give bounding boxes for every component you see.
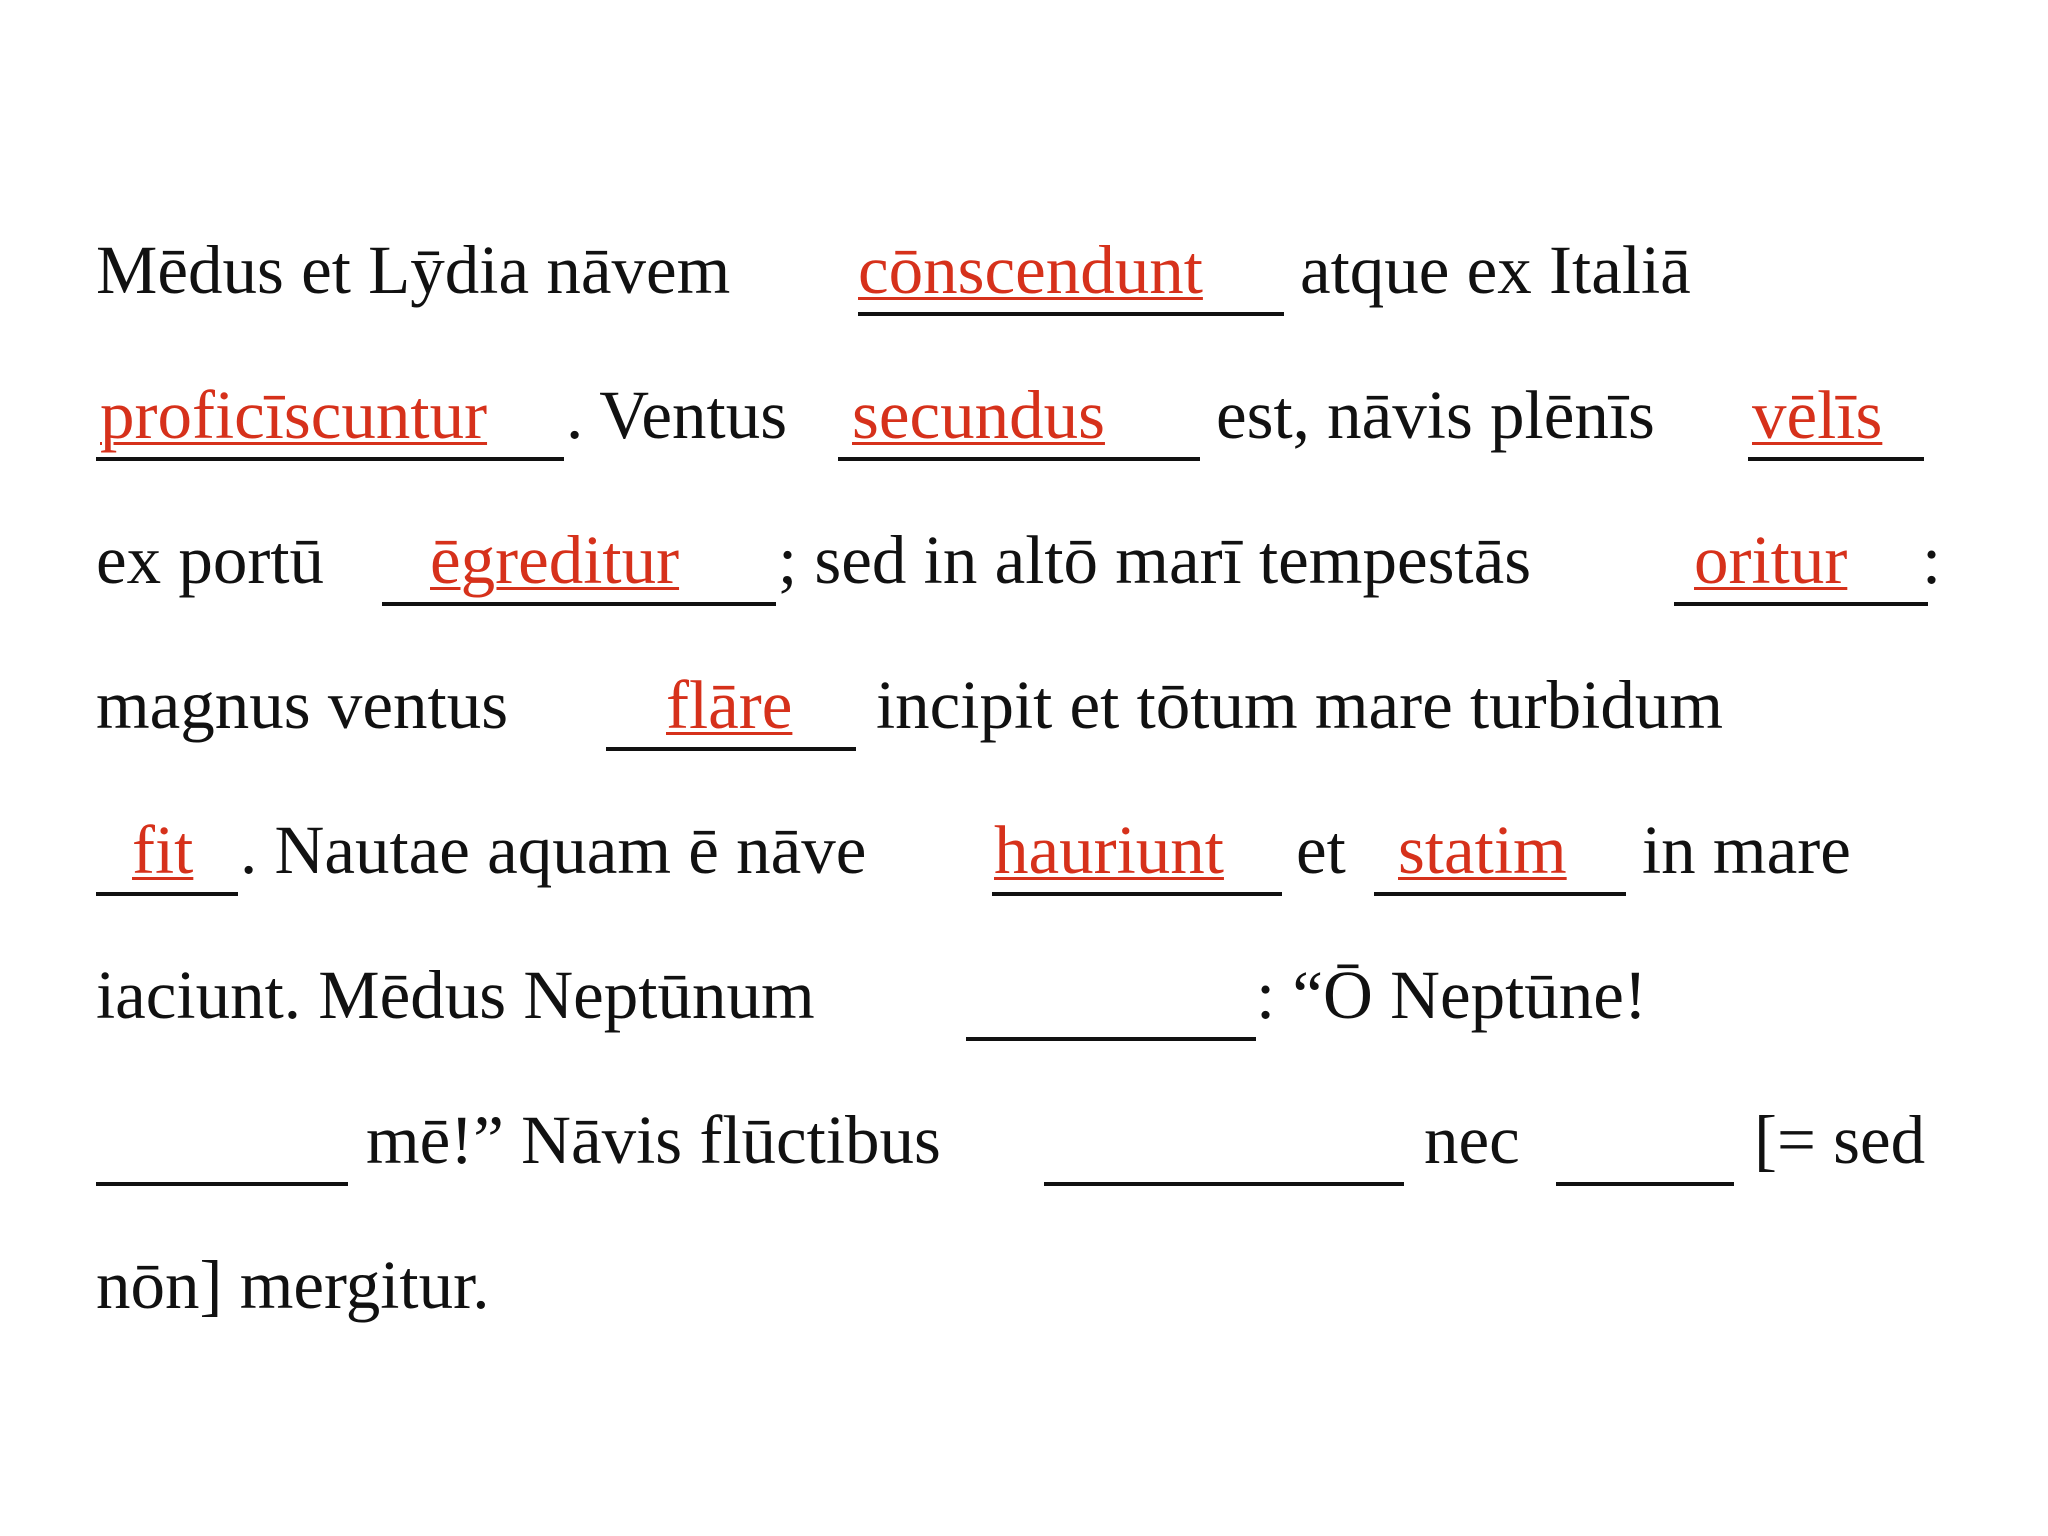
passage-text: nōn] mergitur.	[96, 1247, 490, 1323]
answer-blank[interactable]	[1374, 810, 1626, 896]
blank-underline	[96, 1182, 348, 1186]
answer-blank[interactable]	[1044, 1100, 1404, 1186]
blank-underline	[858, 312, 1284, 316]
answer-blank[interactable]	[96, 375, 564, 461]
answer-blank[interactable]	[1748, 375, 1924, 461]
passage-text: incipit et tōtum mare turbidum	[876, 667, 1724, 743]
blank-underline	[1374, 892, 1626, 896]
passage-text: nec	[1424, 1102, 1520, 1178]
filled-answer: hauriunt	[994, 812, 1224, 888]
blank-underline	[1556, 1182, 1734, 1186]
answer-blank[interactable]	[1674, 520, 1928, 606]
passage-text: ex portū	[96, 522, 325, 598]
answer-blank[interactable]	[606, 665, 856, 751]
passage-text: . Ventus	[566, 377, 788, 453]
answer-blank[interactable]	[1556, 1100, 1734, 1186]
filled-answer: fit	[132, 812, 194, 888]
passage-text: atque ex Italiā	[1300, 232, 1691, 308]
filled-answer: ēgreditur	[430, 522, 680, 598]
passage-text: magnus ventus	[96, 667, 509, 743]
passage-text: est, nāvis plēnīs	[1216, 377, 1655, 453]
blank-underline	[992, 892, 1282, 896]
blank-underline	[1044, 1182, 1404, 1186]
filled-answer: secundus	[852, 377, 1105, 453]
blank-underline	[966, 1037, 1256, 1041]
filled-answer: proficīscuntur	[100, 377, 488, 453]
passage-text: Mēdus et Lȳdia nāvem	[96, 232, 731, 308]
filled-answer: oritur	[1694, 522, 1848, 598]
passage-text: iaciunt. Mēdus Neptūnum	[96, 957, 815, 1033]
filled-answer: flāre	[666, 667, 793, 743]
answer-blank[interactable]	[838, 375, 1200, 461]
blank-underline	[382, 602, 776, 606]
filled-answer: vēlīs	[1752, 377, 1883, 453]
blank-underline	[838, 457, 1200, 461]
passage-text: mē!” Nāvis flūctibus	[366, 1102, 941, 1178]
passage-text: ; sed in altō marī tempestās	[778, 522, 1532, 598]
blank-underline	[96, 892, 238, 896]
passage-text: : “Ō Neptūne!	[1256, 957, 1647, 1033]
blank-underline	[1674, 602, 1928, 606]
answer-blank[interactable]	[382, 520, 776, 606]
passage-text: . Nautae aquam ē nāve	[240, 812, 867, 888]
answer-blank[interactable]	[858, 230, 1284, 316]
passage-text: et	[1296, 812, 1346, 888]
answer-blank[interactable]	[96, 810, 238, 896]
answer-blank[interactable]	[966, 955, 1256, 1041]
filled-answer: statim	[1398, 812, 1567, 888]
filled-answer: cōnscendunt	[858, 232, 1203, 308]
passage-text: [= sed	[1754, 1102, 1926, 1178]
passage-text: :	[1922, 522, 1942, 598]
answer-blank[interactable]	[96, 1100, 348, 1186]
blank-underline	[96, 457, 564, 461]
passage-text: in mare	[1642, 812, 1851, 888]
blank-underline	[606, 747, 856, 751]
blank-underline	[1748, 457, 1924, 461]
answer-blank[interactable]	[992, 810, 1282, 896]
